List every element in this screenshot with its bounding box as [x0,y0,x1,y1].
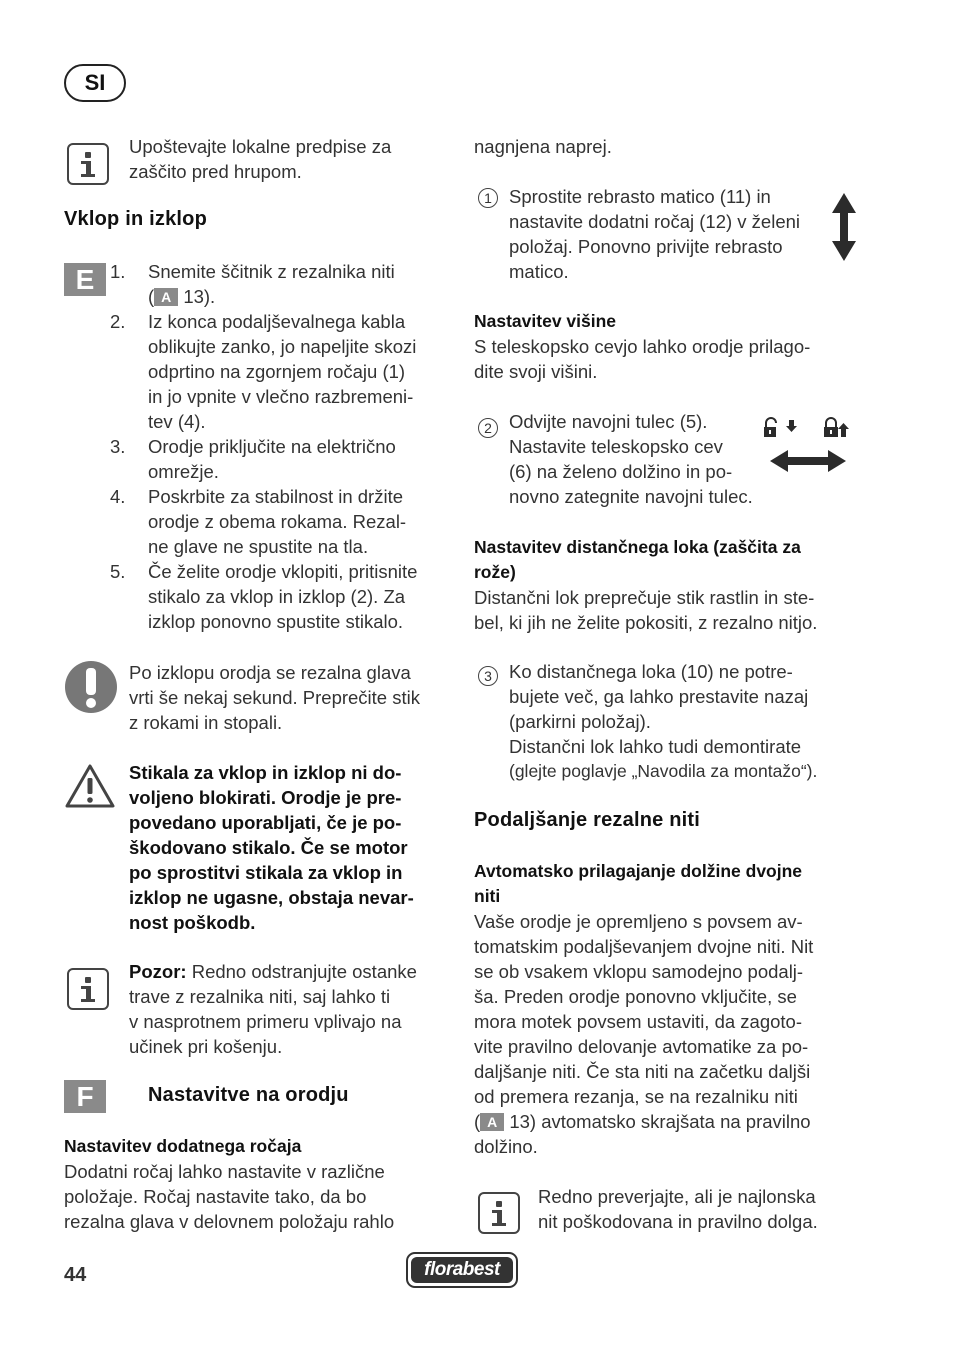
note-nylon-check: Redno preverjajte, ali je najlonska nit poškodovana in pravilno dolga. [538,1186,818,1232]
paragraph-avtomatsko: Vaše orodje je opremljeno s povsem av- tomatskim podaljševanjem dvojne niti. Nit se ob vsakem vklopu samodejno podalj- ša. Preden orodje ponovno vključite, se mora motek povsem ustaviti, da zagoto- vite pravilno delovanje avtomatike za po- daljšanje niti. Če sta niti na začetku daljši od premera rezanja, se na rezalniku niti ( A 13) avtomatsko skrajšata na pravilno dolžino. [474,911,814,1157]
heading-vklop-in-izklop: Vklop in izklop [64,208,208,230]
step-number-2: 2 [478,418,498,438]
warning-icon [64,763,116,809]
note-pozor: Pozor: Redno odstranjujte ostanke trave z rezalnika niti, saj lahko ti v nasprotnem primeru vplivajo na učinek pri košenju. [129,961,417,1057]
lock-unlock-adjust-icon [762,417,854,477]
subheading-visina: Nastavitev višine [474,311,617,331]
paragraph-visina: S teleskopsko cevjo lahko orodje prilago- dite svoji višini. [474,336,811,382]
page-number: 44 [64,1264,87,1286]
steps-list: 1. Snemite ščitnik z rezalnika niti ( A 13). 2. Iz konca podaljševalnega kabla oblikujte zanko, jo napeljite skozi odprtino na zgornjem ročaju (1) in jo vpnite v vlečno razbremeni- tev (4). 3. Orodje priključite na električno omrežje. 4. Poskrbite za stabilnost in držite orodje z obema rokama. Rezal- ne glave ne spustite na tla. 5. Če želite orodje vklopiti, pritisnite stikalo za vklop in izklop (2). Za izklop ponovno spustite stikalo. [110,261,418,632]
step-1-text: Sprostite rebrasto matico (11) in nastavite dodatni ročaj (12) v želeni položaj. Ponovno privijte rebrasto matico. [509,186,801,282]
figure-a-chip: A [154,288,178,306]
info-icon [67,968,109,1010]
brand-logo: florabest [406,1252,518,1288]
info-icon [67,143,109,185]
step-3-text: Ko distančnega loka (10) ne potre- bujete več, ga lahko prestavite nazaj (parkirni položaj). Distančni lok lahko tudi demontirate (glejte poglavje „Navodila za montažo“). [509,661,818,781]
paragraph-continuation: nagnjena naprej. [474,136,612,157]
step-number-3: 3 [478,666,498,686]
language-badge: SI [64,64,126,102]
heading-podaljsanje: Podaljšanje rezalne niti [474,809,700,831]
figure-a-chip: A [480,1113,504,1131]
warning-switch: Stikala za vklop in izklop ni do- voljeno blokirati. Orodje je pre- povedano uporabljati, če je po- škodovano stikalo. Če se motor po sprostitvi stikala za vklop in izklop ne ugasne, obstaja nevar- nost poškodb. [129,762,414,933]
subheading-avtomatsko: Avtomatsko prilagajanje dolžine dvojne niti [474,861,803,906]
section-marker-f: F [64,1080,106,1113]
step-number-1: 1 [478,188,498,208]
info-icon [478,1192,520,1234]
heading-nastavitve: Nastavitve na orodju [148,1084,349,1106]
subheading-distancni-lok: Nastavitev distančnega loka (zaščita za rože) [474,537,801,582]
paragraph-distancni-lok: Distančni lok preprečuje stik rastlin in ste- bel, ki jih ne želite pokositi, z rezalno nitjo. [474,587,818,633]
subheading-dodatni-rocaj: Nastavitev dodatnega ročaja [64,1136,302,1156]
vertical-double-arrow-icon [831,192,857,262]
step-2-text: Odvijte navojni tulec (5). Nastavite teleskopsko cev (6) na želeno dolžino in po- novno zategnite navojni tulec. [509,411,753,507]
section-marker-e: E [64,263,106,296]
exclamation-icon [64,660,118,714]
info-note-noise: Upoštevajte lokalne predpise za zaščito pred hrupom. [129,136,392,182]
paragraph-rocaj: Dodatni ročaj lahko nastavite v različne položaje. Ročaj nastavite tako, da bo rezalna glava v delovnem položaju rahlo [64,1161,395,1232]
note-blade-rotation: Po izklopu orodja se rezalna glava vrti še nekaj sekund. Preprečite stik z rokami in stopali. [129,662,420,733]
